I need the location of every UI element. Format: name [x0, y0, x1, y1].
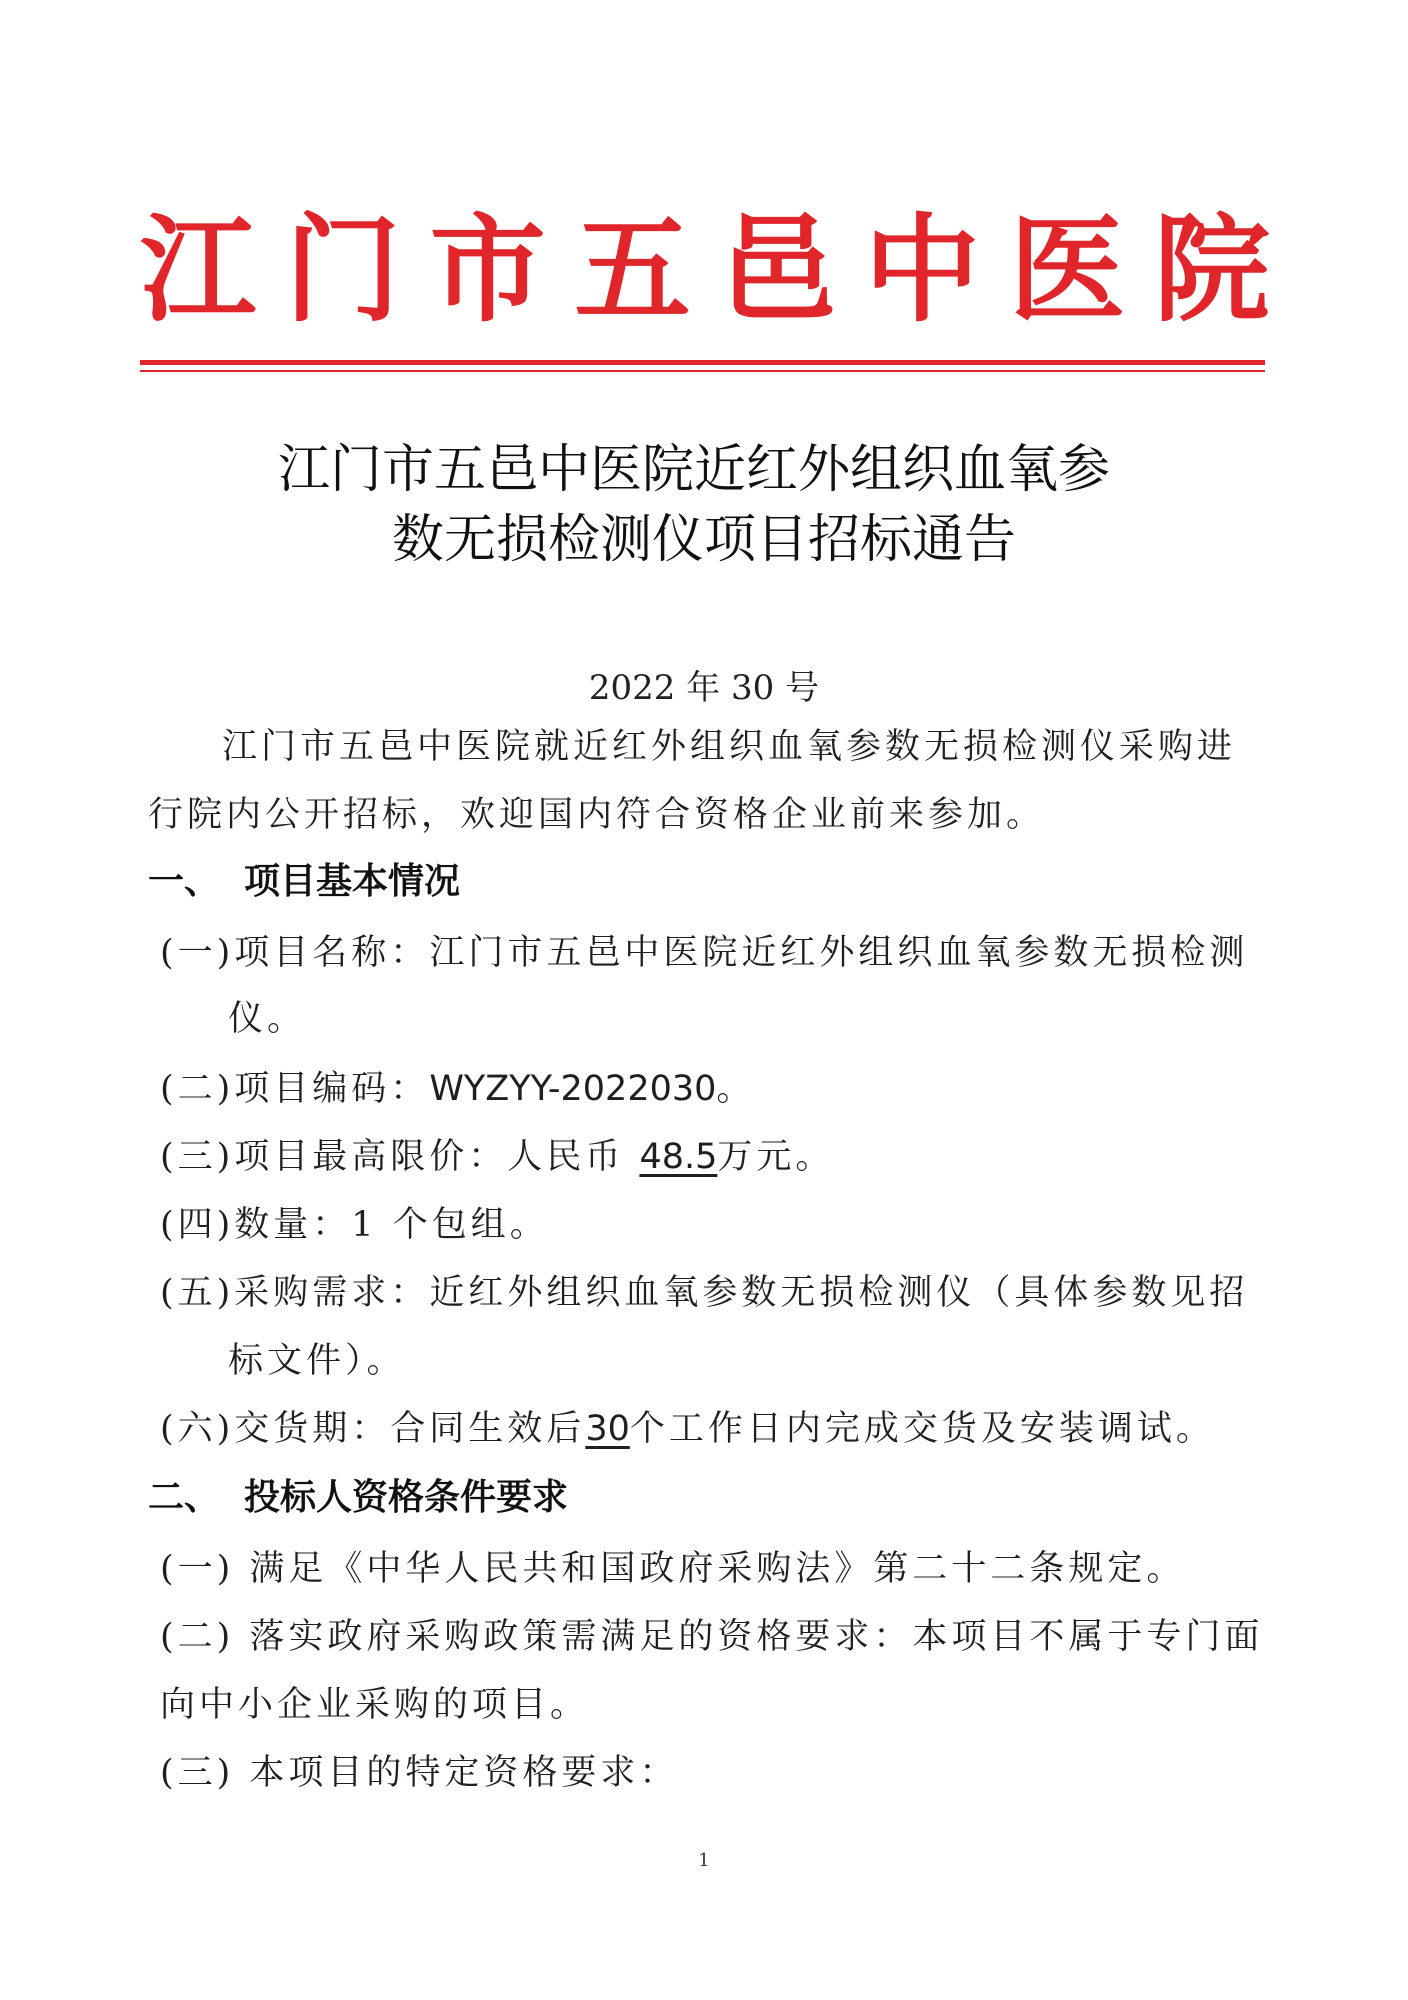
letterhead-hospital-name — [140, 200, 1270, 340]
intro-line-2: 行院内公开招标，欢迎国内符合资格企业前来参加。 — [148, 795, 1046, 835]
letterhead-char: 院 — [1153, 202, 1270, 338]
section-1-number: 一、 — [148, 861, 221, 902]
qualification-item-1: (一) 满足《中华人民共和国政府采购法》第二十二条规定。 — [160, 1549, 1186, 1589]
letterhead-char: 医 — [1009, 202, 1126, 338]
document-title-line-2: 数无损检测仪项目招标通告 — [391, 510, 1016, 570]
section-2-number: 二、 — [148, 1477, 221, 1518]
letterhead-char: 五 — [574, 202, 691, 338]
item-value: 近红外组织血氧参数无损检测仪（具体参数见招 — [429, 1273, 1249, 1313]
letterhead-char: 市 — [429, 202, 546, 338]
page-number: 1 — [698, 1850, 710, 1871]
letterhead-divider-thin — [140, 370, 1265, 372]
qualification-item-2: (二) 落实政府采购政策需满足的资格要求：本项目不属于专门面 — [160, 1617, 1264, 1657]
document-title-line-1: 江门市五邑中医院近红外组织血氧参 — [277, 440, 1110, 500]
item-delivery-period — [160, 1409, 1215, 1449]
qualification-item-2-continued: 向中小企业采购的项目。 — [160, 1685, 590, 1725]
item-end: 。 — [716, 1069, 756, 1109]
item-value: WYZYY-2022030 — [429, 1069, 717, 1109]
item-label: (二)项目编码： — [160, 1069, 430, 1109]
item-label: (六)交货期：合同生效后 — [160, 1409, 586, 1449]
letterhead-char: 邑 — [719, 202, 836, 338]
intro-line-1: 江门市五邑中医院就近红外组织血氧参数无损检测仪采购进 — [222, 727, 1237, 767]
item-value: 个工作日内完成交货及安装调试。 — [629, 1409, 1215, 1449]
item-max-price — [160, 1137, 835, 1177]
price-unit: 万元。 — [717, 1137, 835, 1177]
section-2-title: 投标人资格条件要求 — [244, 1477, 569, 1518]
letterhead-char: 中 — [864, 202, 981, 338]
item-label: (五)采购需求： — [160, 1273, 430, 1313]
item-project-name-continued: 仪。 — [228, 999, 307, 1039]
item-label: (三)项目最高限价：人民币 — [160, 1137, 625, 1177]
item-procurement-requirement-continued: 标文件）。 — [228, 1341, 406, 1381]
letterhead-char: 门 — [284, 202, 401, 338]
section-1-heading — [148, 861, 461, 902]
item-project-name — [160, 933, 1249, 973]
item-value: 江门市五邑中医院近红外组织血氧参数无损检测 — [429, 933, 1249, 973]
document-number: 2022 年 30 号 — [588, 668, 820, 708]
qualification-item-3: (三) 本项目的特定资格要求： — [160, 1753, 679, 1793]
delivery-days: 30 — [585, 1409, 630, 1449]
section-2-heading — [148, 1477, 569, 1518]
letterhead-divider-thick — [140, 360, 1265, 365]
item-project-code — [160, 1069, 756, 1109]
item-quantity: (四)数量：1 个包组。 — [160, 1205, 549, 1245]
item-label: (一)项目名称： — [160, 933, 430, 973]
section-1-title: 项目基本情况 — [244, 861, 461, 902]
letterhead-char: 江 — [140, 202, 256, 338]
item-procurement-requirement — [160, 1273, 1249, 1313]
price-value: 48.5 — [639, 1137, 718, 1177]
